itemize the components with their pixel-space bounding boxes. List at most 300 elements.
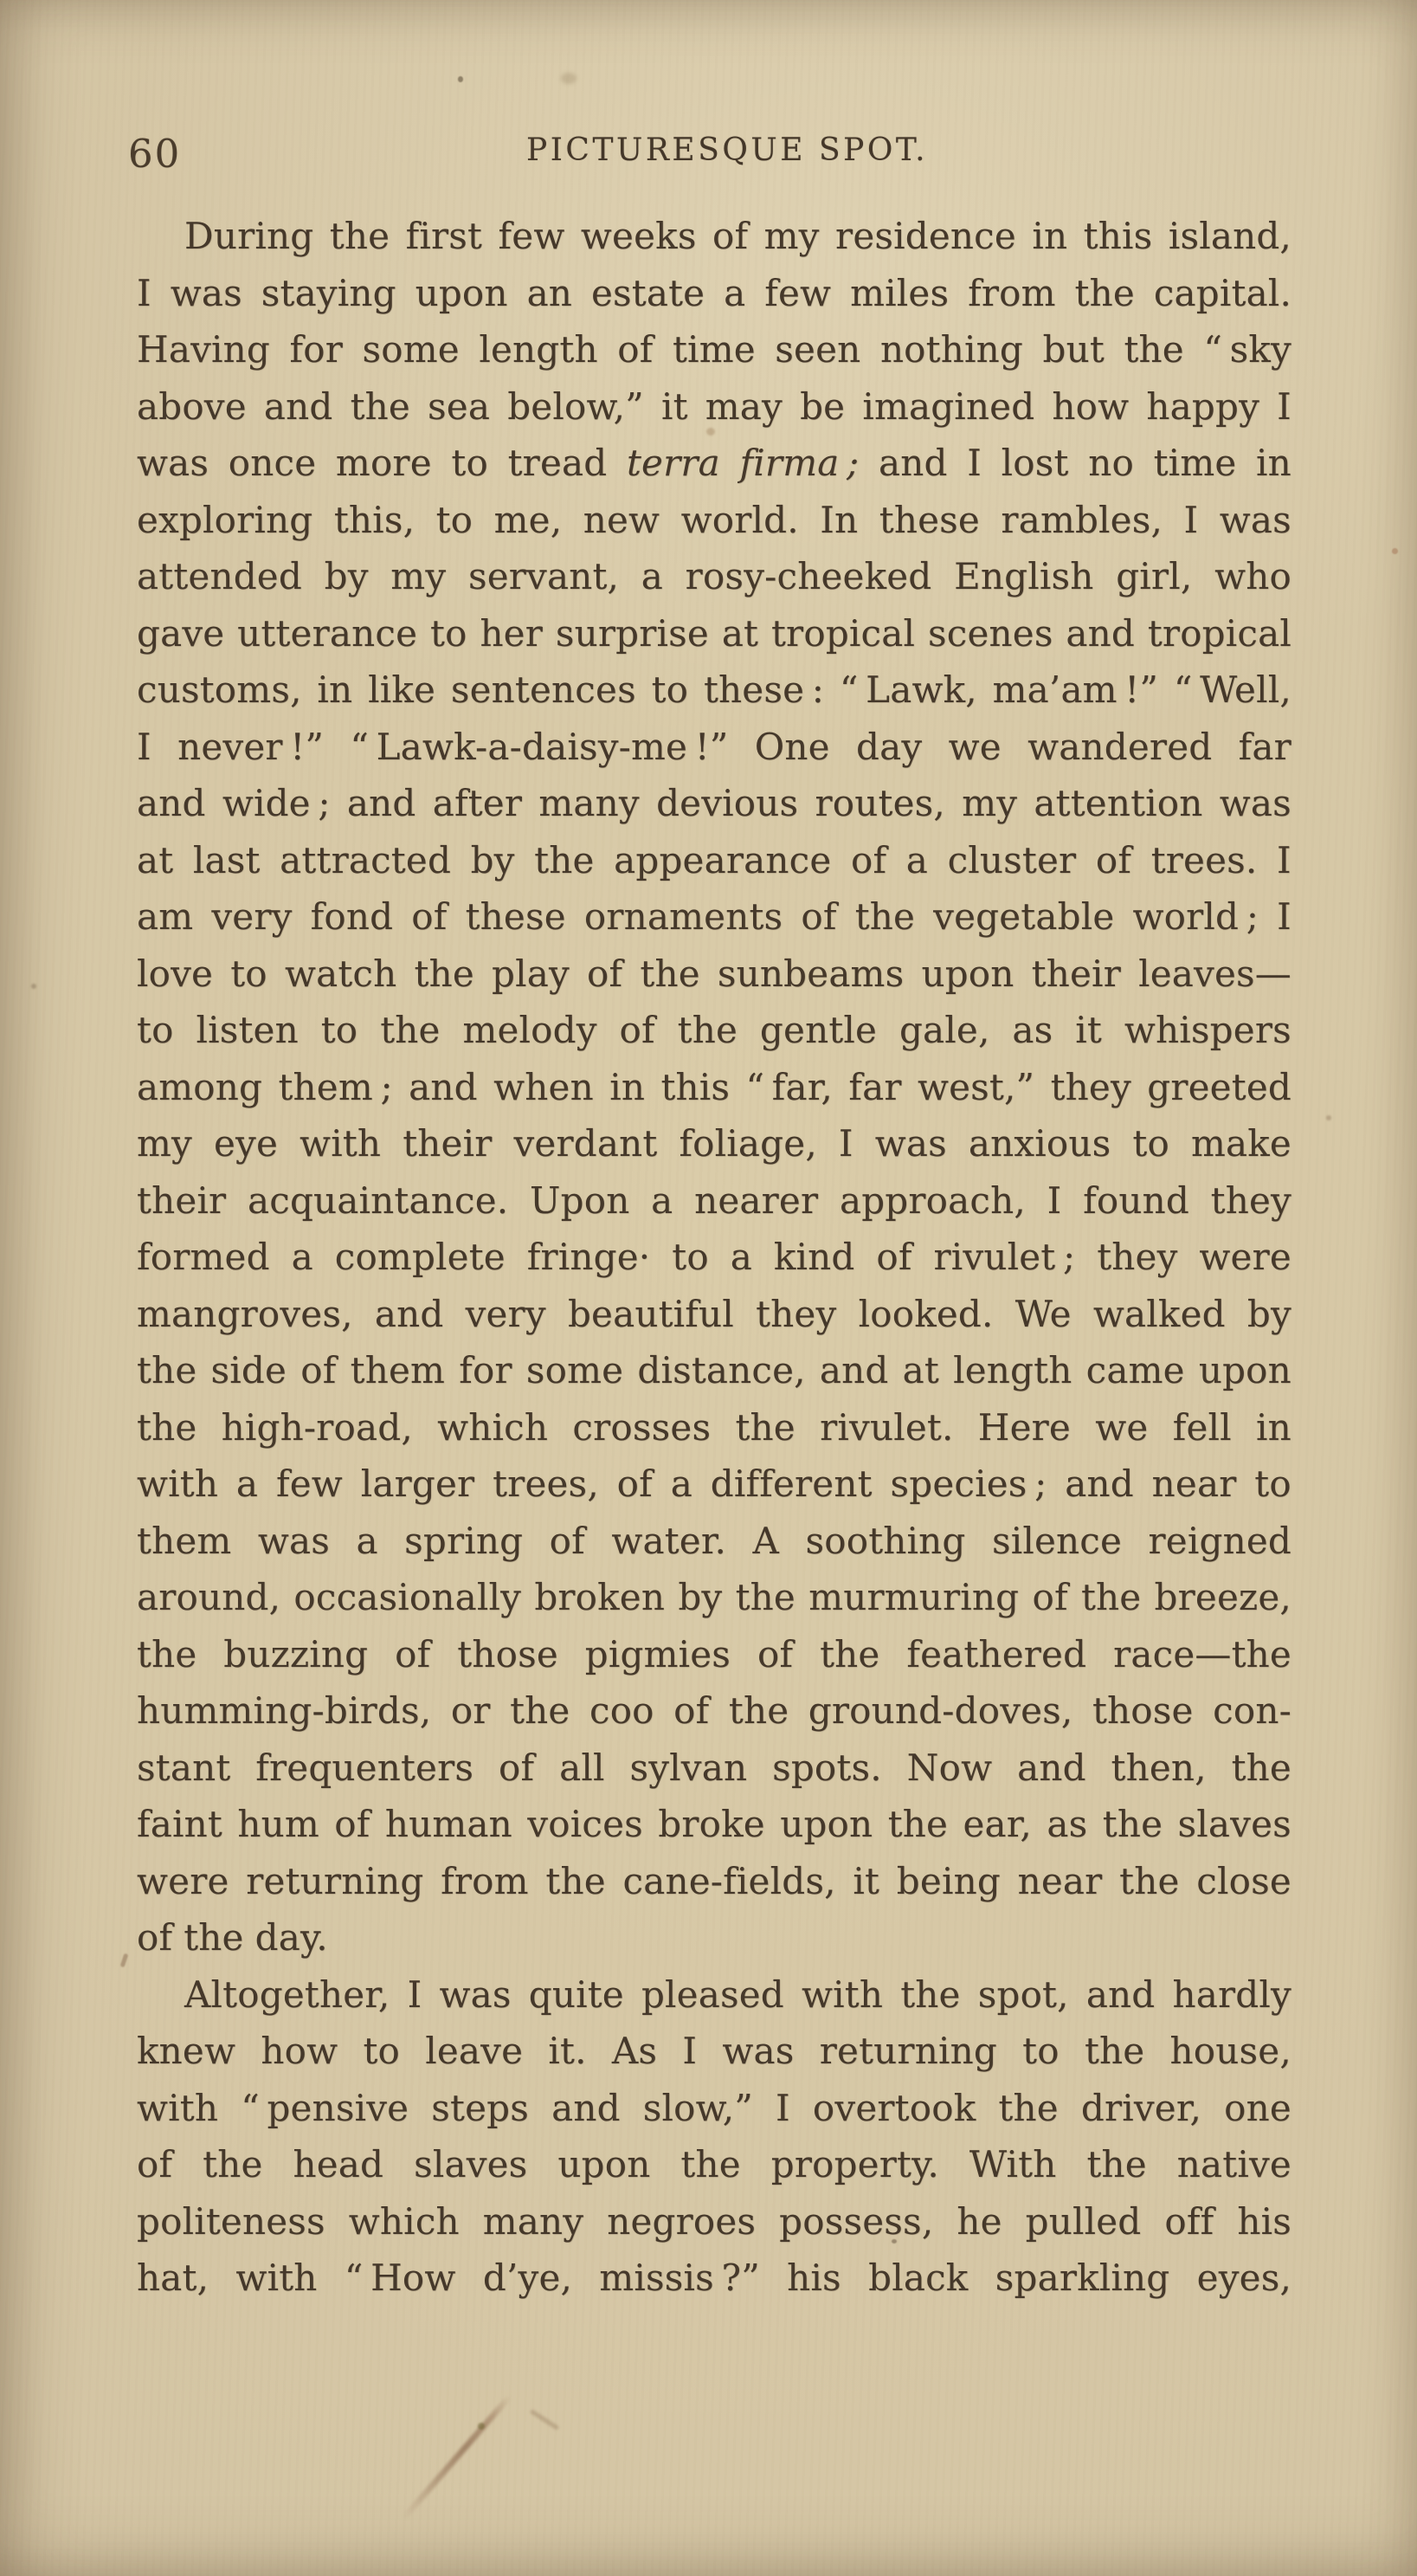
word: the <box>329 215 390 257</box>
text-line <box>137 435 1291 492</box>
word: of <box>499 1746 535 1789</box>
word: overtook <box>812 2086 976 2129</box>
word: the <box>380 1009 441 1051</box>
word: the <box>1102 1803 1163 1845</box>
word: During <box>184 215 314 257</box>
word: spots. <box>772 1746 882 1789</box>
word: residence <box>835 215 1016 257</box>
word: my <box>390 555 447 597</box>
word: the <box>998 2086 1059 2129</box>
word: found <box>1083 1178 1189 1222</box>
word: near <box>1151 1462 1237 1505</box>
word: a <box>291 1236 313 1278</box>
word: With <box>969 2143 1057 2185</box>
word: upon <box>921 952 1014 995</box>
word: to <box>430 611 467 655</box>
text-line <box>137 1740 1291 1797</box>
word: a <box>356 1519 378 1562</box>
word: “ Well, <box>1173 668 1291 711</box>
word: head <box>293 2143 384 2185</box>
word: sparkling <box>995 2256 1170 2299</box>
word: a <box>641 555 663 597</box>
word: house, <box>1169 2030 1291 2072</box>
word: feathered <box>906 1632 1087 1675</box>
word: foliage, <box>679 1122 817 1165</box>
word: for <box>459 1349 512 1391</box>
text-line <box>137 321 1291 378</box>
word: island, <box>1168 215 1291 257</box>
word: these <box>465 895 566 938</box>
word: of <box>300 1349 337 1391</box>
word: among <box>137 1065 263 1108</box>
text-line <box>137 719 1291 776</box>
word: with <box>235 2256 318 2299</box>
word: appearance <box>614 838 832 881</box>
word: pleased <box>641 1972 784 2016</box>
word: they <box>756 1292 837 1335</box>
word: but <box>1042 328 1105 371</box>
word: it <box>660 384 688 428</box>
word: beautiful <box>567 1292 734 1335</box>
word: eyes, <box>1196 2256 1291 2299</box>
word: with <box>802 1972 884 2016</box>
word: we <box>948 725 1002 768</box>
word: seen <box>775 328 861 371</box>
word: slaves <box>1177 1803 1291 1845</box>
word: water. <box>611 1519 727 1562</box>
word: a <box>651 1178 673 1222</box>
word: to <box>1022 2030 1060 2072</box>
word: for <box>289 328 343 371</box>
word: to <box>137 1009 174 1051</box>
word: of <box>673 1689 710 1732</box>
word: customs, <box>137 668 302 711</box>
word: to <box>451 442 488 484</box>
word: who <box>1214 555 1291 597</box>
paper-speck <box>478 2423 485 2430</box>
word: possess, <box>779 2199 934 2243</box>
word: of <box>395 1632 431 1675</box>
word: once <box>228 442 317 484</box>
paper-speck <box>31 984 36 989</box>
word: broken <box>534 1576 666 1618</box>
word: soothing <box>805 1519 966 1562</box>
word: and <box>263 384 333 428</box>
word: the <box>510 1689 570 1732</box>
word: which <box>437 1405 549 1449</box>
word: length <box>479 328 598 371</box>
word: wide ; <box>222 782 331 824</box>
word: of <box>712 215 749 257</box>
word: those <box>1092 1689 1194 1732</box>
word: few <box>498 215 565 257</box>
word: tropical <box>770 611 916 655</box>
word: a <box>730 1236 752 1278</box>
word: I <box>682 2030 698 2072</box>
word: sylvan <box>629 1746 748 1789</box>
text-line <box>137 1286 1291 1343</box>
word: his <box>787 2256 841 2299</box>
word: fond <box>310 895 394 938</box>
text-line <box>137 1682 1291 1740</box>
word: ornaments <box>583 895 783 938</box>
word: may <box>705 384 783 428</box>
word: complete <box>334 1236 506 1278</box>
word: and <box>374 1292 444 1335</box>
word: and <box>137 782 206 824</box>
word: which <box>348 2199 460 2243</box>
word: with <box>137 1462 219 1505</box>
word: west,” <box>917 1065 1035 1108</box>
word: from <box>968 271 1056 314</box>
word: Here <box>977 1405 1071 1449</box>
word: rosy-cheeked <box>685 555 932 597</box>
word: by <box>1246 1292 1291 1335</box>
text-line <box>137 1569 1291 1626</box>
word: of <box>757 1632 794 1675</box>
word: many <box>538 782 640 824</box>
word: voices <box>527 1803 643 1845</box>
word: the <box>677 1009 738 1051</box>
word: buzzing <box>223 1632 369 1675</box>
word: native <box>1176 2143 1291 2185</box>
word: of <box>617 328 654 371</box>
word: firma ; <box>739 442 860 484</box>
paper-speck <box>458 76 463 82</box>
word: estate <box>590 271 705 314</box>
word: and <box>1085 1972 1156 2016</box>
text-line <box>137 265 1291 322</box>
word: the <box>137 1349 197 1391</box>
word: devious <box>656 782 799 824</box>
word: servant, <box>467 555 620 597</box>
word: them ; <box>278 1065 393 1108</box>
word: breeze, <box>1154 1576 1291 1618</box>
word: make <box>1190 1122 1291 1165</box>
word: last <box>192 838 261 881</box>
word: the <box>900 1972 961 2016</box>
word: by <box>324 555 369 597</box>
text-line <box>137 2080 1291 2137</box>
word: listen <box>196 1009 299 1051</box>
word: the <box>1080 1576 1142 1618</box>
word: no <box>1088 442 1134 484</box>
word: the <box>820 1632 880 1675</box>
word: day <box>856 725 923 768</box>
word: few <box>275 1462 343 1505</box>
word: cane-fields, <box>622 1859 836 1902</box>
word: side <box>210 1349 287 1391</box>
word: In <box>820 498 859 541</box>
text-line <box>137 208 1291 265</box>
word: in <box>317 668 353 711</box>
word: rambles, <box>1001 498 1163 541</box>
word: and <box>1066 611 1135 655</box>
word: these : <box>703 668 825 711</box>
text-line <box>137 1059 1291 1116</box>
text-line <box>137 2250 1291 2307</box>
word: some <box>362 328 460 371</box>
word: and <box>1065 1462 1134 1505</box>
word: one <box>1224 2086 1291 2129</box>
word: being <box>896 1859 1001 1902</box>
paper-speck <box>892 2239 897 2244</box>
word: these <box>879 498 980 541</box>
word: in <box>1256 1405 1291 1449</box>
paper-speck <box>1326 1115 1331 1120</box>
word: pigmies <box>584 1632 731 1675</box>
word: d’ye, <box>482 2256 573 2299</box>
word: was <box>257 1519 331 1562</box>
word: few <box>764 271 832 314</box>
word: a <box>235 1462 259 1505</box>
page-number: 60 <box>128 131 182 177</box>
word: the <box>184 1916 244 1959</box>
word: fringe· <box>526 1236 651 1278</box>
word: attended <box>137 555 302 597</box>
word: and <box>346 782 416 824</box>
text-block <box>137 208 1291 2307</box>
word: sentences <box>450 668 636 711</box>
word: whispers <box>1124 1009 1291 1051</box>
word: when <box>493 1065 594 1108</box>
word: murmuring <box>808 1576 1020 1618</box>
word: reigned <box>1148 1519 1291 1562</box>
word: the <box>1086 2143 1147 2185</box>
word: their <box>403 1122 493 1165</box>
word: I <box>137 725 151 768</box>
word: English <box>954 555 1094 597</box>
word: play <box>492 952 570 995</box>
word: verdant <box>513 1122 658 1165</box>
word: of <box>137 2143 173 2185</box>
word: their <box>1031 952 1121 995</box>
word: them <box>137 1519 232 1562</box>
word: it <box>1075 1009 1103 1051</box>
word: day. <box>254 1916 328 1959</box>
word: was <box>874 1122 947 1165</box>
word: watch <box>284 952 397 995</box>
word: the <box>854 895 916 938</box>
word: them <box>350 1349 446 1391</box>
word: then, <box>1111 1746 1207 1789</box>
text-line <box>137 946 1291 1003</box>
word: to <box>1254 1462 1291 1505</box>
word: leave <box>425 2030 524 2072</box>
text-line <box>137 1115 1291 1172</box>
word: acquaintance. <box>248 1178 509 1222</box>
word: “ Lawk-a-daisy-me !” <box>350 725 729 768</box>
word: Having <box>137 328 270 371</box>
text-line <box>137 1342 1291 1399</box>
word: “ Lawk, <box>839 668 977 711</box>
word: world. <box>680 498 799 541</box>
word: faint <box>137 1803 222 1845</box>
word: upon <box>415 271 508 314</box>
word: knew <box>137 2030 236 2072</box>
word: it <box>853 1859 880 1902</box>
word: this <box>1083 215 1153 257</box>
word: fell <box>1172 1405 1232 1449</box>
text-line <box>137 378 1291 436</box>
word: slow,” <box>642 2086 753 2129</box>
word: of <box>549 1519 585 1562</box>
word: melody <box>462 1009 597 1051</box>
word: as <box>1012 1009 1053 1051</box>
word: the <box>728 1689 789 1732</box>
word: A <box>752 1519 780 1562</box>
word: I <box>776 2086 790 2129</box>
word: the <box>887 1803 949 1845</box>
word: we <box>1095 1405 1149 1449</box>
word: formed <box>137 1236 270 1278</box>
word: very <box>465 1292 546 1335</box>
word: “ far, <box>745 1065 833 1108</box>
word: the <box>1074 271 1135 314</box>
word: time <box>1153 442 1237 484</box>
word: to <box>363 2030 401 2072</box>
word: I <box>1047 1178 1062 1222</box>
word: far <box>1238 725 1291 768</box>
word: first <box>405 215 483 257</box>
word: this, <box>333 498 415 541</box>
word: the <box>1119 1859 1180 1902</box>
word: greeted <box>1147 1065 1291 1108</box>
word: some <box>525 1349 624 1391</box>
word: walked <box>1092 1292 1226 1335</box>
word: politeness <box>137 2199 325 2243</box>
word: was <box>137 442 209 484</box>
word: was <box>170 271 242 314</box>
word: anxious <box>968 1122 1111 1165</box>
word: Altogether, <box>184 1972 390 2016</box>
word: the <box>735 1576 795 1618</box>
word: steps <box>431 2086 530 2129</box>
text-line <box>137 1853 1291 1910</box>
word: quite <box>528 1972 624 2016</box>
word: at <box>721 611 759 655</box>
word: new <box>583 498 660 541</box>
word: to <box>435 498 473 541</box>
word: pulled <box>1025 2199 1142 2243</box>
word: spot, <box>977 1972 1069 2016</box>
word: my <box>763 215 820 257</box>
word: tread <box>507 442 608 484</box>
text-line <box>137 1626 1291 1683</box>
text-line <box>137 1172 1291 1230</box>
word: eye <box>213 1122 279 1165</box>
word: were <box>1199 1236 1291 1278</box>
word: more <box>335 442 432 484</box>
word: wandered <box>1027 725 1213 768</box>
word: negroes <box>607 2199 757 2243</box>
word: it. <box>548 2030 587 2072</box>
word: “ sky <box>1203 328 1291 371</box>
word: was <box>439 1972 512 2016</box>
word: spring <box>404 1519 524 1562</box>
word: vegetable <box>933 895 1115 938</box>
word: con- <box>1213 1689 1291 1732</box>
word: I <box>1277 895 1291 938</box>
word: tropical <box>1147 611 1291 655</box>
word: property. <box>770 2143 939 2185</box>
word: cluster <box>947 838 1077 881</box>
word: scenes <box>927 611 1053 655</box>
word: broke <box>658 1803 765 1845</box>
word: at <box>902 1349 939 1391</box>
word: of <box>619 1009 655 1051</box>
word: looked. <box>858 1292 994 1335</box>
word: to <box>230 952 267 995</box>
word: the <box>350 384 410 428</box>
word: Upon <box>530 1178 630 1222</box>
paper-speck <box>1392 548 1398 554</box>
word: to <box>672 1236 709 1278</box>
word: larger <box>360 1462 475 1505</box>
word: they <box>1050 1065 1131 1108</box>
word: of <box>616 1462 653 1505</box>
word: of <box>137 1916 173 1959</box>
word: upon <box>780 1803 873 1845</box>
word: gale, <box>899 1009 990 1051</box>
text-line <box>137 1002 1291 1059</box>
word: came <box>1085 1349 1185 1391</box>
word: leaves— <box>1138 952 1291 995</box>
word: of <box>850 838 887 881</box>
word: length <box>953 1349 1072 1391</box>
word: love <box>137 952 214 995</box>
word: nothing <box>879 328 1023 371</box>
word: approach, <box>839 1178 1026 1222</box>
word: with <box>137 2086 219 2129</box>
word: ma’am !” <box>992 668 1159 711</box>
word: sea <box>428 384 491 428</box>
text-line <box>137 832 1291 889</box>
word: the <box>534 838 595 881</box>
word: One <box>754 725 830 768</box>
word: stant <box>137 1746 231 1789</box>
word: the <box>680 2143 741 2185</box>
ink-smudge <box>530 2409 560 2431</box>
text-line <box>137 662 1291 719</box>
word: I <box>838 1122 853 1165</box>
word: of <box>587 952 623 995</box>
word: distance, <box>637 1349 806 1391</box>
word: of <box>411 895 448 938</box>
word: happy <box>1146 384 1259 428</box>
text-line <box>137 605 1291 662</box>
word: above <box>137 384 247 428</box>
word: close <box>1196 1859 1291 1902</box>
word: a <box>670 1462 692 1505</box>
word: were <box>137 1859 229 1902</box>
word: race—the <box>1113 1632 1291 1675</box>
word: mangroves, <box>137 1292 353 1335</box>
word: am <box>137 895 194 938</box>
word: and <box>879 442 948 484</box>
word: they <box>1097 1236 1178 1278</box>
word: or <box>450 1689 491 1732</box>
word: they <box>1210 1178 1291 1222</box>
word: “ pensive <box>241 2086 409 2129</box>
word: and <box>551 2086 621 2129</box>
word: as <box>1047 1803 1088 1845</box>
word: the <box>1124 328 1184 371</box>
word: returning <box>246 1859 424 1902</box>
word: of <box>334 1803 370 1845</box>
word: of <box>1032 1576 1068 1618</box>
text-line <box>137 2136 1291 2193</box>
